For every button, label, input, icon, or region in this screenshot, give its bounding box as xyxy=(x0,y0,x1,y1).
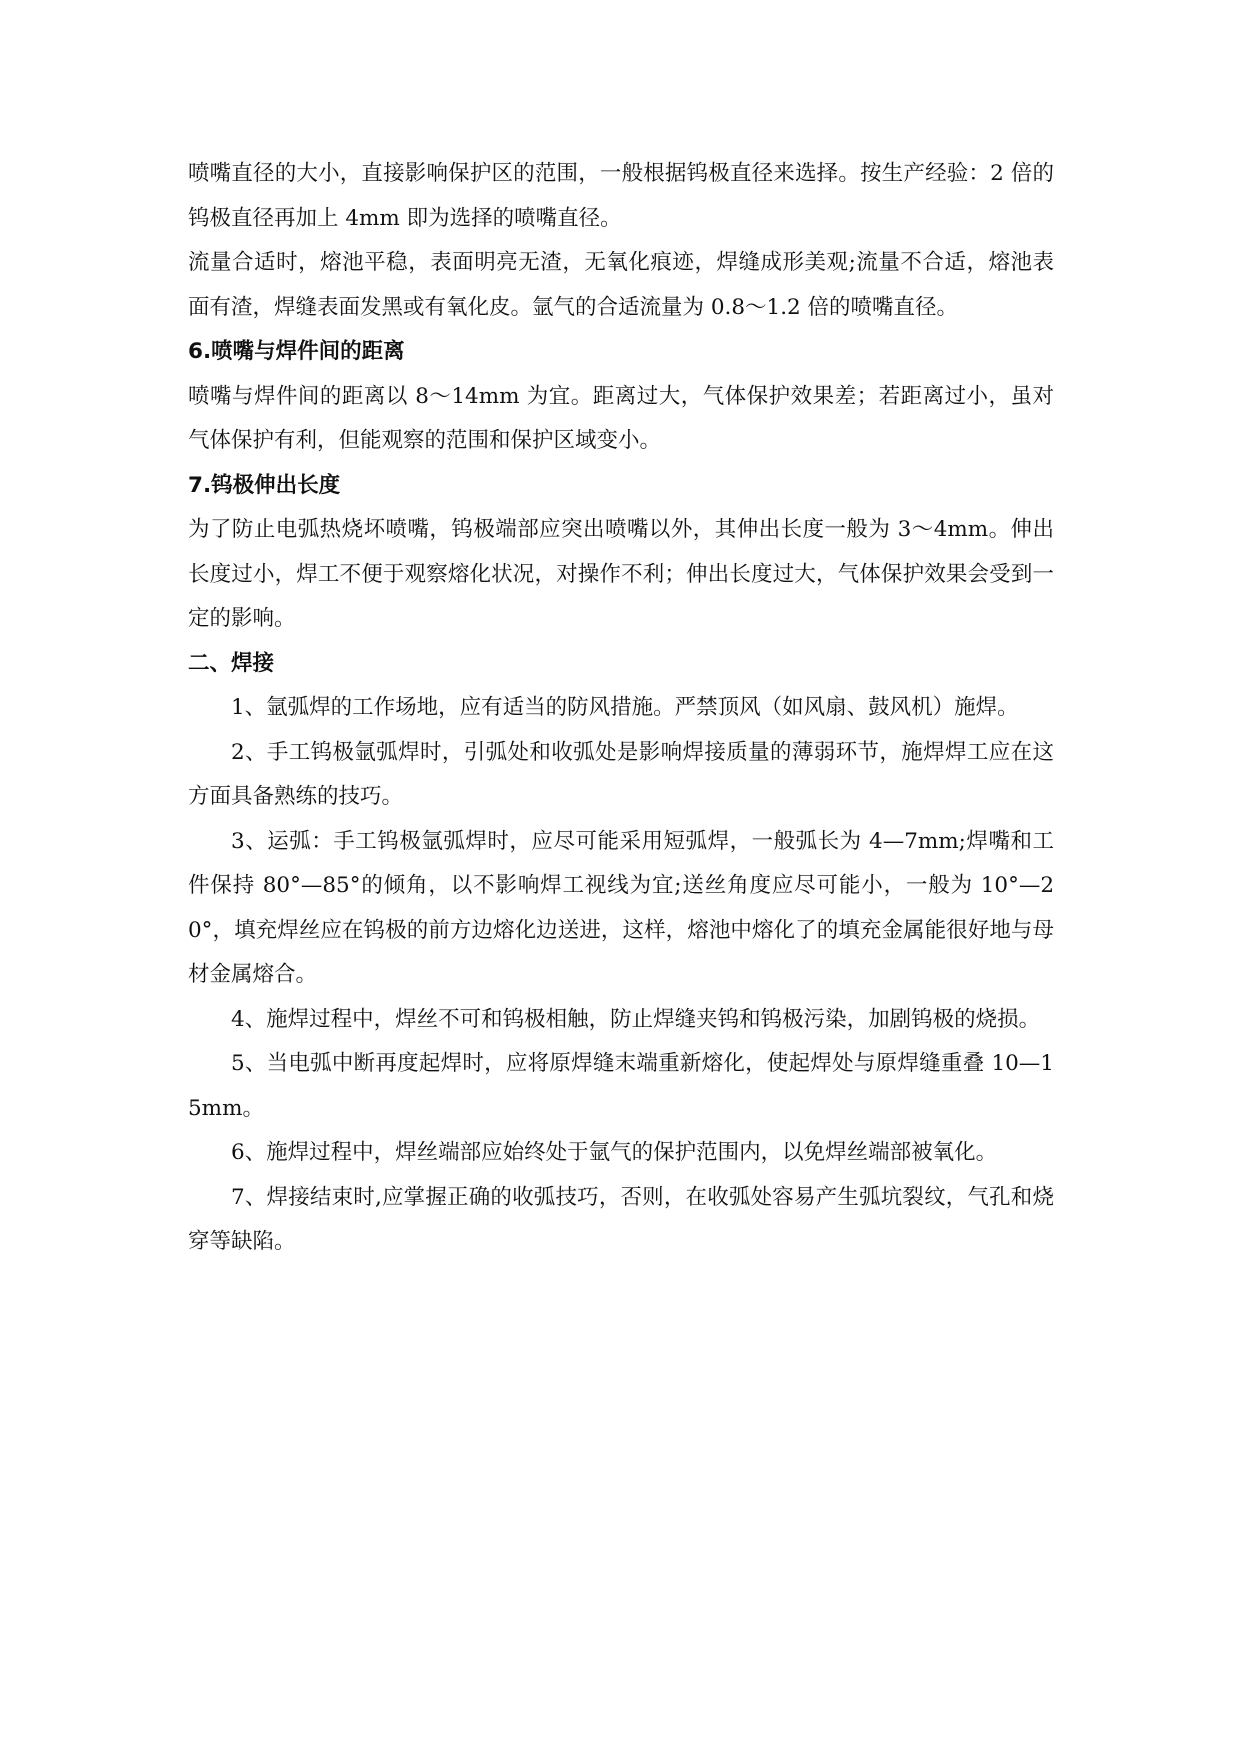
list-item-1: 1、氩弧焊的工作场地，应有适当的防风措施。严禁顶风（如风扇、鼓风机）施焊。 xyxy=(231,695,1019,720)
heading-tungsten-extension: 7.钨极伸出长度 xyxy=(188,472,341,498)
document-page xyxy=(188,152,1054,1265)
list-item-2: 2、手工钨极氩弧焊时，引弧处和收弧处是影响焊接质量的薄弱环节，施焊焊工应在这方面具备熟练的技巧。 xyxy=(188,739,1054,809)
list-item-4: 4、施焊过程中，焊丝不可和钨极相触，防止焊缝夹钨和钨极污染，加剧钨极的烧损。 xyxy=(231,1006,1041,1032)
paragraph-gas-flow: 流量合适时，熔池平稳，表面明亮无渣，无氧化痕迹，焊缝成形美观;流量不合适，熔池表面有渣，焊缝表面发黑或有氧化皮。氩气的合适流量为 0.8～1.2 倍的喷嘴直径。 xyxy=(188,250,1054,320)
list-item-6: 6、施焊过程中，焊丝端部应始终处于氩气的保护范围内，以免焊丝端部被氧化。 xyxy=(231,1140,998,1165)
heading-welding: 二、焊接 xyxy=(188,650,275,676)
heading-nozzle-distance: 6.喷嘴与焊件间的距离 xyxy=(188,339,405,364)
paragraph-nozzle-diameter: 喷嘴直径的大小，直接影响保护区的范围，一般根据钨极直径来选择。按生产经验：2 倍的钨极直径再加上 4mm 即为选择的喷嘴直径。 xyxy=(188,161,1054,231)
list-item-7: 7、焊接结束时,应掌握正确的收弧技巧，否则，在收弧处容易产生弧坑裂纹，气孔和烧穿等缺陷。 xyxy=(188,1184,1054,1254)
paragraph-nozzle-distance: 喷嘴与焊件间的距离以 8～14mm 为宜。距离过大，气体保护效果差；若距离过小，虽对气体保护有利，但能观察的范围和保护区域变小。 xyxy=(188,383,1054,453)
paragraph-tungsten-extension: 为了防止电弧热烧坏喷嘴，钨极端部应突出喷嘴以外，其伸出长度一般为 3～4mm。伸出长度过小，焊工不便于观察熔化状况，对操作不利；伸出长度过大，气体保护效果会受到一定的影响。 xyxy=(188,517,1054,631)
list-item-3: 3、运弧：手工钨极氩弧焊时，应尽可能采用短弧焊，一般弧长为 4—7mm;焊嘴和工件保持 80°—85°的倾角，以不影响焊工视线为宜;送丝角度应尽可能小，一般为 10°—20°，填充焊丝应在钨极的前方边熔化边送进，这样，熔池中熔化了的填充金属能很好地与母材金属熔合。 xyxy=(188,828,1054,987)
list-item-5: 5、当电弧中断再度起焊时，应将原焊缝末端重新熔化，使起焊处与原焊缝重叠 10—15mm。 xyxy=(188,1051,1054,1121)
